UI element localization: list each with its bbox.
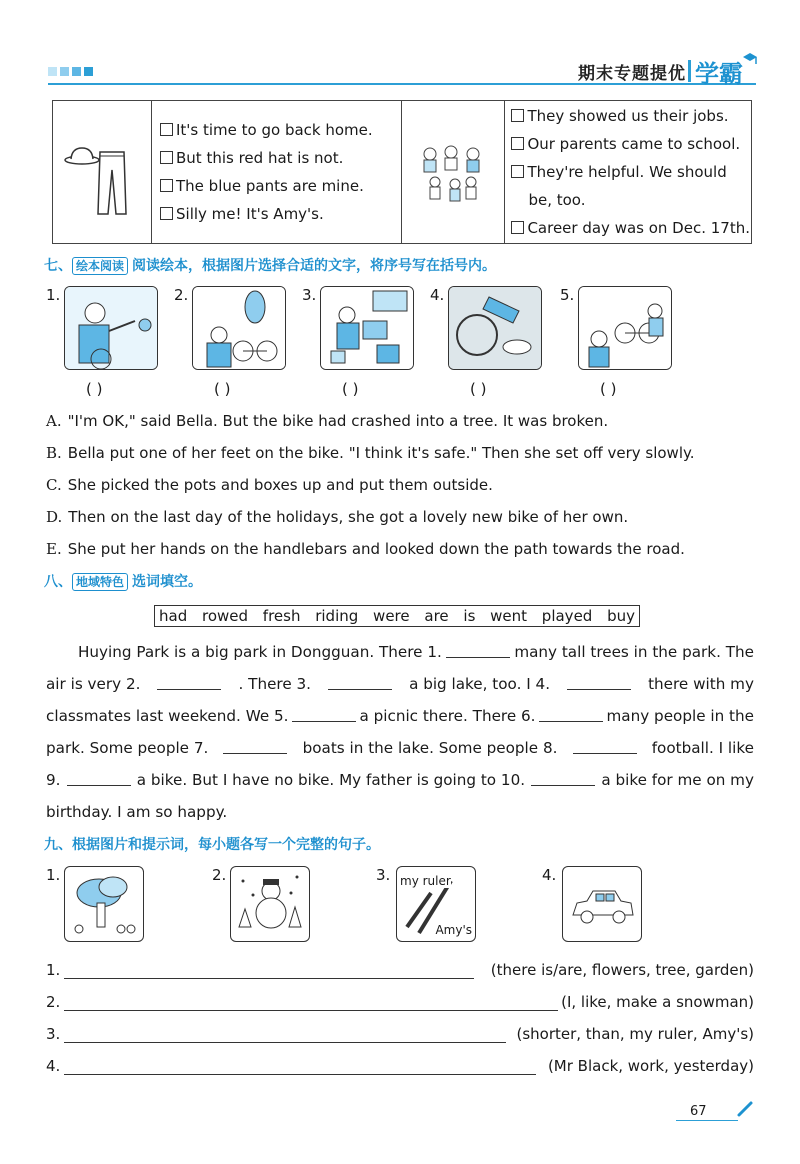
rulers-picture (396, 866, 476, 942)
checkbox[interactable] (511, 137, 524, 150)
section-8-tag: 地域特色 (72, 573, 128, 591)
checkbox[interactable] (511, 165, 524, 178)
header-decoration (48, 67, 93, 76)
girl-with-bike-icon (193, 287, 285, 369)
answer-parens-2[interactable]: ( ) (214, 380, 231, 398)
options-column-right (505, 101, 752, 244)
option-1[interactable]: It's time to go back home. (160, 116, 400, 144)
word-bank: had rowed fresh riding were are is went played buy (154, 605, 640, 627)
brand-logo: 学霸 (695, 60, 743, 88)
checkbox[interactable] (160, 207, 173, 220)
foot-on-bike-icon (449, 287, 541, 369)
blank-1[interactable] (446, 643, 510, 658)
clothes-picture-cell (53, 101, 152, 244)
answer-line-3[interactable] (64, 1042, 506, 1043)
ruler-label-amy: Amy's (435, 923, 472, 937)
passage-line-5: 9. a bike. But I have no bike. My father is going to 10. a bike for me on my (46, 771, 754, 789)
header-title: 期末专题提优 (578, 64, 686, 84)
options-column-left (152, 101, 402, 244)
writing-picture-number-3: 3. (376, 866, 391, 884)
checkbox[interactable] (160, 179, 173, 192)
page-number-rule (676, 1120, 738, 1121)
sentence-c: C. She picked the pots and boxes up and put them outside. (46, 476, 493, 494)
tree-flowers-picture (64, 866, 144, 942)
option-7[interactable]: They're helpful. We should (511, 158, 750, 186)
writing-picture-number-2: 2. (212, 866, 227, 884)
picture-number-4: 4. (430, 286, 445, 304)
answer-line-4[interactable] (64, 1074, 536, 1075)
tree-flowers-icon (65, 867, 143, 941)
picture-number-5: 5. (560, 286, 575, 304)
answer-number-2: 2. (46, 993, 61, 1011)
blank-9[interactable] (67, 771, 131, 786)
checkbox[interactable] (160, 151, 173, 164)
new-bike-icon (579, 287, 671, 369)
option-5[interactable]: They showed us their jobs. (511, 102, 750, 130)
section-7-tag: 绘本阅读 (72, 257, 128, 275)
option-3[interactable]: The blue pants are mine. (160, 172, 400, 200)
snowman-picture (230, 866, 310, 942)
answer-parens-1[interactable]: ( ) (86, 380, 103, 398)
career-day-picture-cell (402, 101, 505, 244)
girl-pointing-icon (65, 287, 157, 369)
checkbox[interactable] (511, 221, 524, 234)
hint-4: (Mr Black, work, yesterday) (547, 1057, 754, 1075)
blank-10[interactable] (531, 771, 595, 786)
blank-4[interactable] (567, 675, 631, 690)
blank-3[interactable] (328, 675, 392, 690)
car-icon (563, 867, 641, 941)
answer-parens-4[interactable]: ( ) (470, 380, 487, 398)
answer-line-2[interactable] (64, 1010, 558, 1011)
blank-8[interactable] (573, 739, 637, 754)
story-picture-1 (64, 286, 158, 370)
blank-6[interactable] (539, 707, 603, 722)
hat-and-pants-icon (54, 102, 150, 238)
blank-5[interactable] (292, 707, 356, 722)
hint-3: (shorter, than, my ruler, Amy's) (516, 1025, 754, 1043)
checkbox[interactable] (160, 123, 173, 136)
hint-1: (there is/are, flowers, tree, garden) (490, 961, 754, 979)
sentence-b: B. Bella put one of her feet on the bike. "I think it's safe." Then she set off very slowly. (46, 444, 695, 462)
answer-parens-5[interactable]: ( ) (600, 380, 617, 398)
sentence-e: E. She put her hands on the handlebars and looked down the path towards the road. (46, 540, 685, 558)
graduation-cap-icon (742, 52, 758, 66)
career-day-people-icon (403, 102, 503, 238)
answer-number-3: 3. (46, 1025, 61, 1043)
answer-number-1: 1. (46, 961, 61, 979)
section-8-heading: 八、 地域特色 选词填空。 (44, 574, 203, 590)
checkbox[interactable] (511, 109, 524, 122)
car-picture (562, 866, 642, 942)
ruler-label-mine: my ruler (400, 874, 451, 888)
hint-2: (I, like, make a snowman) (561, 993, 754, 1011)
section-7-heading: 七、 绘本阅读 阅读绘本，根据图片选择合适的文字，将序号写在括号内。 (44, 258, 497, 274)
sentence-a: A. "I'm OK," said Bella. But the bike had crashed into a tree. It was broken. (46, 412, 609, 430)
option-6[interactable]: Our parents came to school. (511, 130, 750, 158)
writing-picture-number-1: 1. (46, 866, 61, 884)
answer-number-4: 4. (46, 1057, 61, 1075)
picture-number-3: 3. (302, 286, 317, 304)
page-number: 67 (690, 1104, 707, 1119)
header-separator (688, 60, 691, 82)
matching-table (52, 100, 752, 244)
story-picture-5 (578, 286, 672, 370)
story-picture-3 (320, 286, 414, 370)
answer-parens-3[interactable]: ( ) (342, 380, 359, 398)
option-4[interactable]: Silly me! It's Amy's. (160, 200, 400, 228)
blank-2[interactable] (157, 675, 221, 690)
pencil-icon (736, 1100, 754, 1118)
option-7-continued: be, too. (528, 191, 586, 209)
girl-with-boxes-icon (321, 287, 413, 369)
passage-line-4: park. Some people 7. boats in the lake. Some people 8. football. I like (46, 739, 754, 757)
answer-line-1[interactable] (64, 978, 474, 979)
story-picture-2 (192, 286, 286, 370)
passage-line-6: birthday. I am so happy. (46, 803, 228, 821)
passage-line-3: classmates last weekend. We 5. a picnic there. There 6. many people in the (46, 707, 754, 725)
snowman-icon (231, 867, 309, 941)
section-9-heading: 九、根据图片和提示词，每小题各写一个完整的句子。 (44, 837, 380, 853)
picture-number-1: 1. (46, 286, 61, 304)
option-2[interactable]: But this red hat is not. (160, 144, 400, 172)
writing-picture-number-4: 4. (542, 866, 557, 884)
blank-7[interactable] (223, 739, 287, 754)
picture-number-2: 2. (174, 286, 189, 304)
sentence-d: D. Then on the last day of the holidays, she got a lovely new bike of her own. (46, 508, 629, 526)
passage-line-2: air is very 2. . There 3. a big lake, too. I 4. there with my (46, 675, 754, 693)
passage-line-1: Huying Park is a big park in Dongguan. There 1. many tall trees in the park. The (78, 643, 754, 661)
story-picture-4 (448, 286, 542, 370)
option-8[interactable]: Career day was on Dec. 17th. (511, 214, 750, 242)
